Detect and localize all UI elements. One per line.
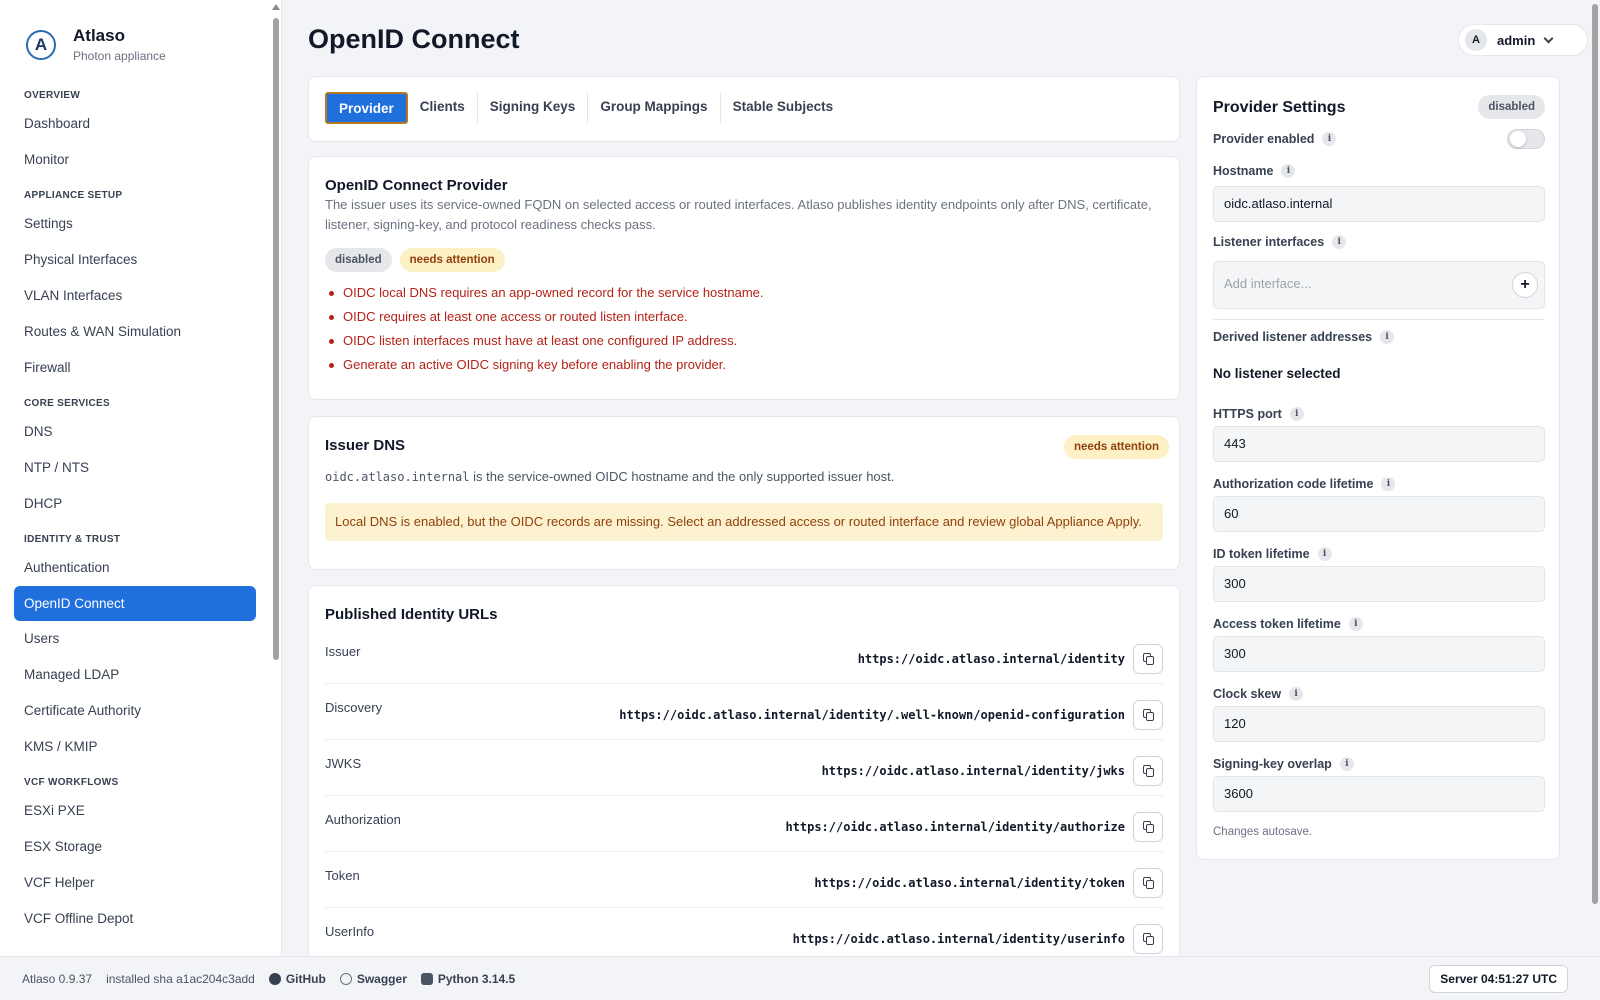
swagger-icon [340,973,352,985]
sidebar-item-physical-interfaces[interactable]: Physical Interfaces [24,252,138,267]
python-icon [421,973,433,985]
brand[interactable] [26,26,166,63]
status-badge: disabled [1478,95,1545,119]
id-token-lifetime-label: ID token lifetime i [1213,547,1332,561]
list-item [325,740,1163,796]
derived-listener-label: Derived listener addresses i [1213,330,1394,344]
brand-subtitle: Photon appliance [73,49,166,63]
error-item: OIDC listen interfaces must have at least one configured IP address. [325,329,764,353]
signing-key-overlap-field[interactable]: 3600 [1213,776,1545,812]
sidebar-item-esx-storage[interactable]: ESX Storage [24,839,103,854]
listener-interface-input[interactable] [1224,276,1494,291]
url-label: Authorization [325,812,401,827]
issuer-dns-description [325,469,894,484]
copy-icon [1146,880,1154,889]
scroll-up-arrow-icon[interactable] [272,4,280,10]
dns-warning-alert: Local DNS is enabled, but the OIDC records are missing. Select an addressed access or routed interface and review global Appliance Apply. [325,503,1163,541]
sha-label: installed sha a1ac204c3add [106,971,255,986]
auth-code-lifetime-label: Authorization code lifetime i [1213,477,1395,491]
chevron-down-icon [1544,33,1554,43]
github-link[interactable]: GitHub [269,972,326,986]
avatar: A [1465,29,1487,51]
user-name: admin [1497,32,1536,48]
info-icon[interactable]: i [1381,477,1395,491]
footer [0,956,1600,1000]
hostname-field[interactable]: oidc.atlaso.internal [1213,186,1545,222]
auth-code-lifetime-field[interactable]: 60 [1213,496,1545,532]
sidebar-item-settings[interactable]: Settings [24,216,73,231]
settings-title: Provider Settings [1213,99,1346,116]
sidebar-item-monitor[interactable]: Monitor [24,152,70,167]
nav-section-title: IDENTITY & TRUST [24,534,121,545]
sidebar-item-authentication[interactable]: Authentication [24,560,110,575]
server-clock: Server 04:51:27 UTC [1429,965,1568,993]
sidebar-item-vcf-helper[interactable]: VCF Helper [24,875,95,890]
sidebar-item-users[interactable]: Users [24,631,60,646]
url-value[interactable]: https://oidc.atlaso.internal/identity/token [814,876,1125,890]
url-value[interactable]: https://oidc.atlaso.internal/identity/userinfo [792,932,1125,946]
sidebar-item-vcf-offline-depot[interactable]: VCF Offline Depot [24,911,134,926]
sidebar-scrollbar-thumb[interactable] [273,18,279,660]
issuer-hostname: oidc.atlaso.internal [325,470,470,484]
list-item [325,852,1163,908]
url-label: Token [325,868,360,883]
sidebar-item-routes-wan[interactable]: Routes & WAN Simulation [24,324,182,339]
toggle-knob [1510,131,1526,147]
version-label: Atlaso 0.9.37 [22,971,93,986]
url-value[interactable]: https://oidc.atlaso.internal/identity/.well-known/openid-configuration [619,708,1125,722]
copy-icon [1146,712,1154,721]
brand-name: Atlaso [73,26,125,45]
copy-button[interactable] [1133,700,1163,730]
url-label: UserInfo [325,924,375,939]
derived-listener-value: No listener selected [1213,366,1341,381]
divider [1213,319,1545,320]
nav-section-title: CORE SERVICES [24,398,110,409]
info-icon[interactable]: i [1281,164,1295,178]
sidebar-item-managed-ldap[interactable]: Managed LDAP [24,667,120,682]
tab-provider[interactable]: Provider [325,92,408,124]
provider-enabled-toggle[interactable] [1507,129,1545,149]
url-list [325,628,1163,964]
tab-stable-subjects[interactable]: Stable Subjects [732,99,834,114]
url-label: JWKS [325,756,362,771]
python-version: Python 3.14.5 [421,972,515,986]
provider-description: The issuer uses its service-owned FQDN on selected access or routed interfaces. Atlaso publishes identity endpoints only after DNS, certificate, listener, signing-key, and protocol readiness checks pass. [325,197,1152,232]
https-port-label: HTTPS port i [1213,407,1304,421]
copy-icon [1146,824,1154,833]
info-icon[interactable]: i [1290,407,1304,421]
info-icon[interactable]: i [1340,757,1354,771]
id-token-lifetime-field[interactable]: 300 [1213,566,1545,602]
info-icon[interactable]: i [1380,330,1394,344]
provider-settings-panel [1196,76,1560,860]
url-value[interactable]: https://oidc.atlaso.internal/identity/authorize [785,820,1125,834]
sidebar-item-vlan-interfaces[interactable]: VLAN Interfaces [24,288,123,303]
readiness-errors [325,281,764,377]
signing-key-overlap-label: Signing-key overlap i [1213,757,1354,771]
attention-badge: needs attention [400,248,505,272]
sidebar-item-kms-kmip[interactable]: KMS / KMIP [24,739,98,754]
attention-badge: needs attention [1064,435,1169,459]
sidebar-item-certificate-authority[interactable]: Certificate Authority [24,703,142,718]
sidebar-item-esxi-pxe[interactable]: ESXi PXE [24,803,85,818]
error-item: Generate an active OIDC signing key before enabling the provider. [325,353,764,377]
status-badge: disabled [325,248,392,272]
sidebar-item-dashboard[interactable]: Dashboard [24,116,91,131]
nav-section-title: VCF WORKFLOWS [24,777,119,788]
copy-icon [1146,656,1154,665]
info-icon[interactable]: i [1322,132,1336,146]
access-token-lifetime-label: Access token lifetime i [1213,617,1363,631]
url-label: Issuer [325,644,361,659]
info-icon[interactable]: i [1318,547,1332,561]
issuer-dns-text: is the service-owned OIDC hostname and the only supported issuer host. [469,469,895,484]
nav-section-title: APPLIANCE SETUP [24,190,123,201]
copy-button[interactable] [1133,868,1163,898]
sidebar-item-openid-connect[interactable]: OpenID Connect [14,586,256,621]
autosave-note: Changes autosave. [1213,826,1313,838]
list-item [325,684,1163,740]
info-icon[interactable]: i [1289,687,1303,701]
clock-skew-field[interactable]: 120 [1213,706,1545,742]
url-value[interactable]: https://oidc.atlaso.internal/identity/jwks [821,764,1125,778]
github-icon [269,973,281,985]
list-item [325,796,1163,852]
error-item: OIDC local DNS requires an app-owned record for the service hostname. [325,281,764,305]
sidebar-item-firewall[interactable]: Firewall [24,360,71,375]
sidebar-item-dns[interactable]: DNS [24,424,53,439]
swagger-link[interactable]: Swagger [340,972,407,986]
clock-skew-label: Clock skew i [1213,687,1303,701]
info-icon[interactable]: i [1349,617,1363,631]
tab-clients[interactable]: Clients [408,92,478,124]
sidebar [0,0,282,956]
copy-button[interactable] [1133,644,1163,674]
listener-interfaces-label: Listener interfaces i [1213,235,1346,249]
published-urls-title: Published Identity URLs [325,606,498,623]
copy-icon [1146,936,1154,945]
error-item: OIDC requires at least one access or routed listen interface. [325,305,764,329]
tab-bar [325,92,845,124]
sidebar-item-ntp[interactable]: NTP / NTS [24,460,90,475]
nav-section-title: OVERVIEW [24,90,81,101]
access-token-lifetime-field[interactable]: 300 [1213,636,1545,672]
page-title: OpenID Connect [308,24,520,54]
provider-card [308,156,1180,400]
copy-button[interactable] [1133,812,1163,842]
hostname-label: Hostname i [1213,164,1295,178]
https-port-field[interactable]: 443 [1213,426,1545,462]
list-item [325,628,1163,684]
sidebar-nav [14,78,256,937]
tab-signing-keys[interactable]: Signing Keys [478,92,589,124]
copy-icon [1146,768,1154,777]
issuer-dns-title: Issuer DNS [325,437,406,454]
copy-button[interactable] [1133,756,1163,786]
copy-button[interactable] [1133,924,1163,954]
url-label: Discovery [325,700,383,715]
user-menu[interactable] [1458,24,1588,56]
add-interface-button[interactable]: + [1512,272,1538,298]
published-urls-card [308,585,1180,1000]
sidebar-item-dhcp[interactable]: DHCP [24,496,63,511]
listener-interfaces-box [1213,261,1545,309]
provider-enabled-label: Provider enabled i [1213,132,1336,146]
tab-group-mappings[interactable]: Group Mappings [588,92,720,124]
info-icon[interactable]: i [1332,235,1346,249]
tabs-card [308,76,1180,142]
atlaso-logo-icon: A [26,30,56,60]
main-scrollbar-thumb[interactable] [1592,4,1598,904]
issuer-dns-card [308,416,1180,570]
url-value[interactable]: https://oidc.atlaso.internal/identity [857,652,1125,666]
provider-title: OpenID Connect Provider [325,177,508,194]
